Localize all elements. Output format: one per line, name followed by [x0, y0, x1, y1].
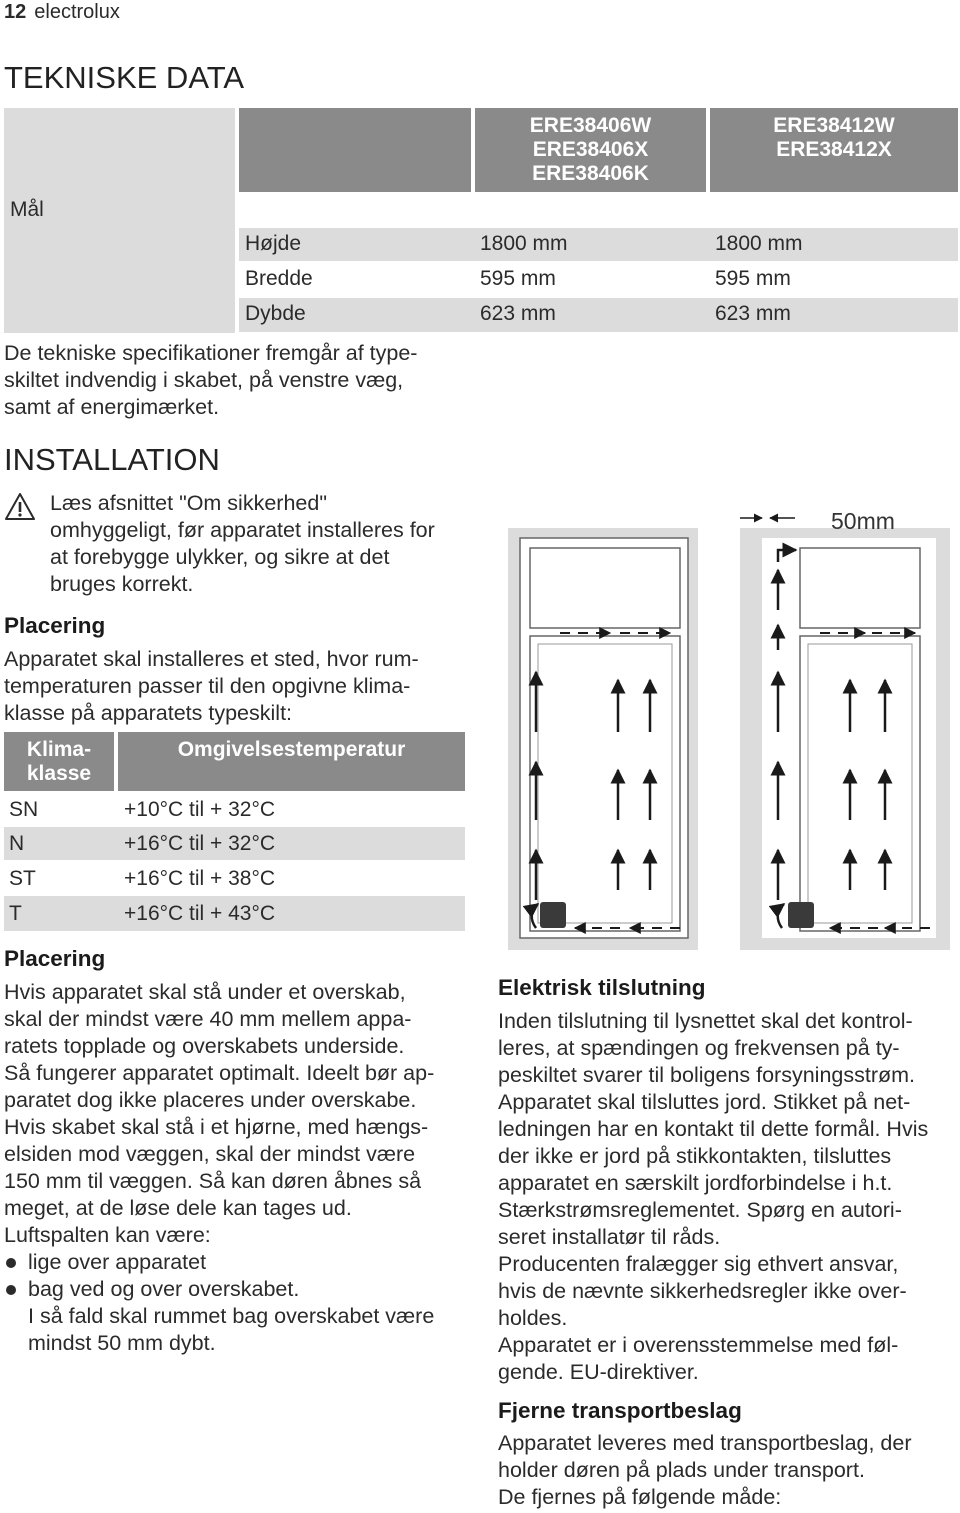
- model-name: ERE38412X: [776, 138, 892, 161]
- text-line: Producenten fralægger sig ethvert ansvar,: [498, 1252, 899, 1276]
- row-value: 595 mm: [480, 267, 556, 290]
- table-header-model-group-1: [475, 108, 706, 192]
- climate-temp: +16°C til + 43°C: [124, 902, 276, 925]
- text-line: gende. EU-direktiver.: [498, 1360, 699, 1384]
- placering-heading-1: Placering: [4, 613, 106, 638]
- row-value: 623 mm: [715, 302, 791, 325]
- section-title-installation: INSTALLATION: [4, 442, 220, 477]
- table-row: [239, 228, 958, 261]
- text-line: hvis de nævnte sikkerhedsregler ikke over-: [498, 1279, 907, 1303]
- text-line: paratet dog ikke placeres under overskabe.: [4, 1088, 417, 1112]
- row-value: 623 mm: [480, 302, 556, 325]
- section-title-tekniske-data: TEKNISKE DATA: [4, 60, 245, 95]
- text-line: peskiltet svarer til boligens forsyningsstrøm.: [498, 1063, 916, 1087]
- placering-text-2: [4, 979, 479, 1357]
- text-line: mindst 50 mm dybt.: [28, 1331, 216, 1355]
- fridge-front-view: [508, 528, 698, 950]
- text-line: Læs afsnittet "Om sikkerhed": [50, 491, 327, 515]
- text-line: apparatet en særskilt jordforbindelse i h.t.: [498, 1171, 893, 1195]
- transport-text: [498, 1430, 960, 1511]
- text-line: at forebygge ulykker, og sikre at det: [50, 545, 390, 569]
- text-line: skiltet indvendig i skabet, på venstre væg,: [4, 368, 404, 392]
- fridge-side-view: [740, 518, 950, 950]
- table-row: [239, 298, 958, 332]
- header-line: klasse: [26, 762, 92, 785]
- table-spacer-row: [239, 196, 958, 226]
- page-number: 12: [4, 1, 27, 23]
- model-name: ERE38406X: [532, 138, 649, 161]
- text-line: meget, at de løse dele kan tages ud.: [4, 1196, 352, 1220]
- text-line: Inden tilslutning til lysnettet skal det kontrol-: [498, 1009, 913, 1033]
- text-line: I så fald skal rummet bag overskabet være: [28, 1304, 435, 1328]
- climate-temp: +16°C til + 38°C: [124, 867, 276, 890]
- text-line: temperaturen passer til den opgivne klima-: [4, 674, 411, 698]
- header-line: Klima-: [26, 738, 92, 761]
- text-line: De fjernes på følgende måde:: [498, 1485, 782, 1509]
- elektrisk-text: [498, 1008, 960, 1386]
- text-line: De tekniske specifikationer fremgår af type-: [4, 341, 418, 365]
- text-line: Hvis skabet skal stå i et hjørne, med hængs-: [4, 1115, 429, 1139]
- climate-temp: +10°C til + 32°C: [124, 798, 276, 821]
- technical-note: [4, 340, 474, 421]
- elektrisk-heading: Elektrisk tilslutning: [498, 975, 706, 1000]
- table-header-klimaklasse: [4, 732, 114, 791]
- text-line: Apparatet skal tilsluttes jord. Stikket på net-: [498, 1090, 911, 1114]
- placering-text-1: [4, 646, 474, 727]
- table-header-model-group-2: [710, 108, 958, 192]
- text-line: 150 mm til væggen. Så kan døren åbnes så: [4, 1169, 422, 1193]
- climate-class: SN: [9, 798, 39, 821]
- climate-class: T: [9, 902, 22, 925]
- gap-label: 50mm: [831, 508, 895, 534]
- text-line: Apparatet er i overensstemmelse med føl-: [498, 1333, 899, 1357]
- model-name: ERE38406W: [529, 114, 652, 137]
- text-line: ratets topplade og overskabets underside.: [4, 1034, 405, 1058]
- climate-temp: +16°C til + 32°C: [124, 832, 276, 855]
- row-value: 1800 mm: [480, 232, 568, 255]
- brand-name: electrolux: [34, 1, 120, 23]
- text-line: holdes.: [498, 1306, 568, 1330]
- text-line: omhyggeligt, før apparatet installeres for: [50, 518, 435, 542]
- model-name: ERE38412W: [773, 114, 895, 137]
- climate-class: N: [9, 832, 25, 855]
- text-line: Hvis apparatet skal stå under et overskab,: [4, 980, 406, 1004]
- page-header: [4, 0, 120, 24]
- text-line: Apparatet skal installeres et sted, hvor rum-: [4, 647, 419, 671]
- model-name: ERE38406K: [532, 162, 649, 185]
- row-value: 595 mm: [715, 267, 791, 290]
- climate-class: ST: [9, 867, 36, 890]
- text-line: Så fungerer apparatet optimalt. Ideelt bør ap-: [4, 1061, 435, 1085]
- text-line: der ikke er jord på stikkontakten, tilsluttes: [498, 1144, 892, 1168]
- list-item: [4, 1249, 479, 1276]
- text-line: elsiden mod væggen, skal der mindst være: [4, 1142, 416, 1166]
- transport-heading: Fjerne transportbeslag: [498, 1398, 742, 1423]
- text-line: bag ved og over overskabet.: [28, 1277, 300, 1301]
- table-header-omgivelsestemperatur: Omgivelsestemperatur: [118, 732, 465, 791]
- text-line: lige over apparatet: [28, 1250, 207, 1274]
- row-label: Bredde: [245, 267, 313, 290]
- warning-icon: [4, 492, 36, 522]
- text-line: samt af energimærket.: [4, 395, 220, 419]
- text-line: holder døren på plads under transport.: [498, 1458, 865, 1482]
- technical-data-table: [4, 108, 958, 332]
- text-line: bruges korrekt.: [50, 572, 194, 596]
- climate-class-table: [4, 732, 465, 931]
- text-line: ledningen har en kontakt til dette formål. Hvis: [498, 1117, 929, 1141]
- text-line: seret installatør til råds.: [498, 1225, 721, 1249]
- bullet-icon: [6, 1258, 16, 1268]
- table-header-empty: [239, 108, 471, 192]
- row-value: 1800 mm: [715, 232, 803, 255]
- row-label: Højde: [245, 232, 302, 255]
- row-label-mal: Mål: [10, 198, 44, 221]
- list-item: [4, 1276, 479, 1357]
- placering-heading-2: Placering: [4, 946, 106, 971]
- bullet-icon: [6, 1285, 16, 1295]
- text-line: klasse på apparatets typeskilt:: [4, 701, 293, 725]
- airgap-list: [4, 1249, 479, 1357]
- text-line: Stærkstrømsreglementet. Spørg en autori-: [498, 1198, 902, 1222]
- warning-text: [50, 490, 480, 598]
- ventilation-diagram: [500, 500, 958, 955]
- row-label: Dybde: [245, 302, 306, 325]
- text-line: skal der mindst være 40 mm mellem appa-: [4, 1007, 412, 1031]
- text-line: Luftspalten kan være:: [4, 1223, 211, 1247]
- table-row: [239, 263, 958, 296]
- text-line: Apparatet leveres med transportbeslag, der: [498, 1431, 912, 1455]
- text-line: leres, at spændingen og frekvensen på ty-: [498, 1036, 900, 1060]
